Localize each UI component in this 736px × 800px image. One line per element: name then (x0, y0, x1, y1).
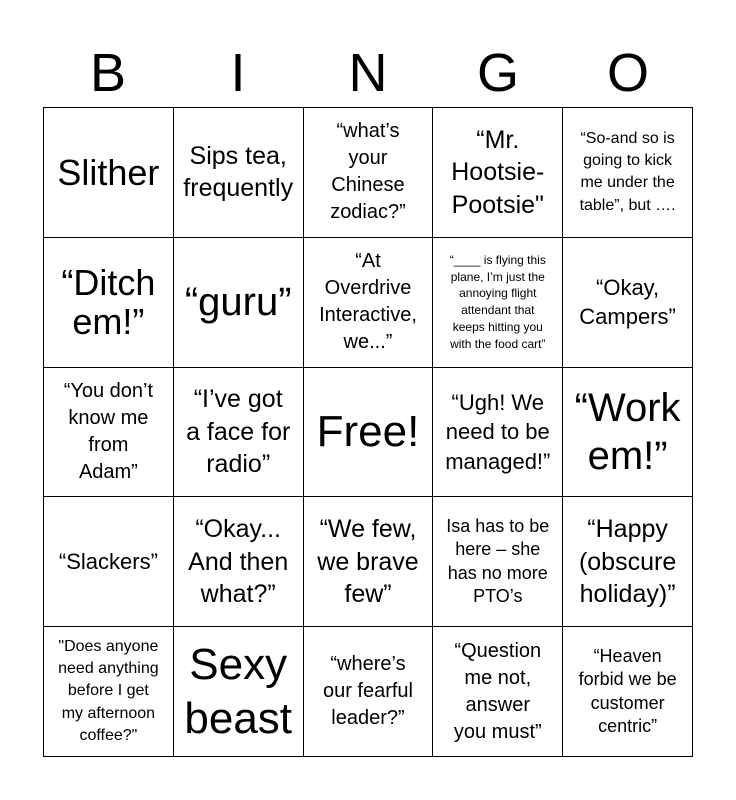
bingo-cell[interactable] (44, 368, 174, 498)
free-space[interactable] (304, 368, 434, 498)
cell-text: Sexy beast (184, 639, 293, 743)
header-letter-b: B (89, 43, 127, 103)
cell-text: Isa has to be here – she has no more PTO’s (446, 516, 550, 607)
bingo-cell[interactable] (304, 627, 434, 757)
cell-text: “Slackers” (58, 549, 158, 575)
cell-text: “We few, we brave few” (317, 515, 419, 609)
bingo-cell[interactable] (433, 368, 563, 498)
bingo-cell[interactable] (304, 108, 434, 238)
header-letter-o: O (606, 43, 649, 103)
bingo-board (43, 107, 693, 757)
header-letter-g: G (476, 43, 519, 103)
bingo-cell[interactable] (174, 108, 304, 238)
bingo-cell[interactable] (44, 238, 174, 368)
header-letter-n: N (348, 43, 388, 103)
bingo-cell[interactable] (433, 238, 563, 368)
bingo-cell[interactable] (174, 238, 304, 368)
bingo-cell[interactable] (433, 108, 563, 238)
cell-text: “Question me not, answer you must” (453, 639, 542, 743)
bingo-cell[interactable] (44, 627, 174, 757)
cell-text: Sips tea, frequently (183, 141, 294, 203)
cell-text: “Ditch em!” (61, 261, 156, 343)
cell-text: “____ is flying this plane, I’m just the annoying flight attendant that keeps hitting you with the food cart” (449, 252, 546, 351)
cell-text: “Work em!” (574, 385, 681, 478)
cell-text: “You don’t know me from Adam” (63, 379, 154, 483)
cell-text: “Happy (obscure holiday)” (578, 515, 677, 609)
header-letter-i: I (230, 43, 246, 103)
bingo-cell[interactable] (44, 497, 174, 627)
cell-text: “Mr. Hootsie- Pootsie" (451, 125, 545, 219)
bingo-cell[interactable] (304, 497, 434, 627)
bingo-cell[interactable] (563, 627, 693, 757)
cell-text: “So-and so is going to kick me under the table”, but …. (579, 129, 676, 214)
bingo-cell[interactable] (174, 497, 304, 627)
cell-text: Free! (316, 407, 420, 457)
cell-text: “what’s your Chinese zodiac?” (330, 120, 406, 224)
cell-text: “Heaven forbid we be customer centric” (578, 645, 677, 736)
bingo-cell[interactable] (563, 497, 693, 627)
bingo-cell[interactable] (174, 627, 304, 757)
bingo-cell[interactable] (433, 497, 563, 627)
cell-text: “Ugh! We need to be managed!” (445, 390, 551, 474)
bingo-cell[interactable] (44, 108, 174, 238)
cell-text: “Okay, Campers” (579, 275, 676, 330)
bingo-cell[interactable] (563, 368, 693, 498)
cell-text: “Okay... And then what?” (188, 515, 289, 609)
bingo-cell[interactable] (563, 238, 693, 368)
cell-text: “guru” (184, 280, 292, 325)
cell-text: Slither (57, 151, 160, 193)
cell-text: “where’s our fearful leader?” (322, 653, 414, 730)
bingo-header (43, 40, 693, 106)
cell-text: “At Overdrive Interactive, we...” (319, 250, 417, 354)
cell-text: “I’ve got a face for radio” (186, 385, 291, 479)
bingo-cell[interactable] (174, 368, 304, 498)
cell-text: "Does anyone need anything before I get my afternoon coffee?" (58, 637, 159, 745)
bingo-cell[interactable] (304, 238, 434, 368)
bingo-cell[interactable] (433, 627, 563, 757)
bingo-cell[interactable] (563, 108, 693, 238)
